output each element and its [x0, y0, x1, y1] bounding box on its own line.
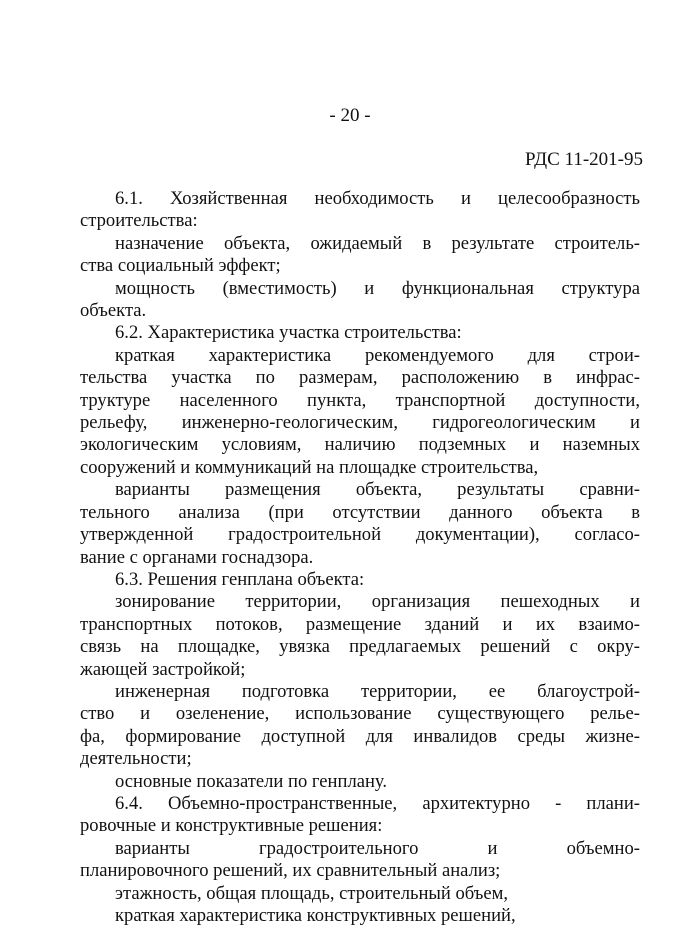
text-line: рельефу, инженерно-геологическим, гидрогеологическим и — [80, 412, 640, 434]
text-line: транспортных потоков, размещение зданий и их взаимо- — [80, 613, 640, 635]
text-line: 6.3. Решения генплана объекта: — [115, 568, 365, 590]
text-line: краткая характеристика конструктивных решений, — [115, 905, 516, 926]
text-line: 6.1. Хозяйственная необходимость и целесообразность — [115, 188, 640, 209]
document-code: РДС 11-201-95 — [525, 149, 643, 170]
text-line: ство и озеленение, использование существующего релье- — [80, 703, 640, 725]
text-line: 6.4. Объемно-пространственные, архитектурно - плани- — [115, 792, 640, 814]
text-line: планировочного решений, их сравнительный анализ; — [80, 860, 501, 882]
text-line: 6.2. Характеристика участка строительства: — [115, 322, 462, 344]
page-number: - 20 - — [329, 105, 371, 126]
text-line: зонирование территории, организация пешеходных и — [115, 591, 640, 613]
text-line: строительства: — [80, 210, 198, 232]
text-line: инженерная подготовка территории, ее благоустрой- — [115, 680, 640, 702]
text-line: основные показатели по генплану. — [115, 770, 388, 792]
text-line: связь на площадке, увязка предлагаемых решений с окру- — [80, 636, 640, 658]
text-line: сооружений и коммуникаций на площадке строительства, — [80, 456, 539, 478]
text-line: деятельности; — [80, 748, 192, 770]
text-line: труктуре населенного пункта, транспортной доступности, — [80, 389, 640, 411]
text-line: варианты градостроительного и объемно- — [115, 837, 640, 859]
text-line: ства социальный эффект; — [80, 255, 281, 277]
text-line: назначение объекта, ожидаемый в результате строитель- — [115, 232, 640, 254]
text-line: фа, формирование доступной для инвалидов среды жизне- — [80, 725, 640, 747]
text-line: этажность, общая площадь, строительный объем, — [115, 882, 509, 904]
text-line: утвержденной градостроительной документации), согласо- — [80, 524, 640, 546]
body-text — [80, 188, 640, 927]
text-line: экологическим условиям, наличию подземных и наземных — [80, 434, 640, 456]
text-line: мощность (вместимость) и функциональная структура — [115, 277, 640, 299]
text-line: вание с органами госнадзора. — [80, 546, 314, 568]
text-line: тельства участка по размерам, расположению в инфрас- — [80, 367, 640, 389]
text-line: объекта. — [80, 300, 147, 322]
text-line: краткая характеристика рекомендуемого для строи- — [115, 344, 640, 366]
text-line: варианты размещения объекта, результаты сравни- — [115, 479, 640, 501]
text-line: ровочные и конструктивные решения: — [80, 815, 383, 837]
text-line: жающей застройкой; — [80, 658, 246, 680]
text-line: тельного анализа (при отсутствии данного объекта в — [80, 501, 640, 523]
